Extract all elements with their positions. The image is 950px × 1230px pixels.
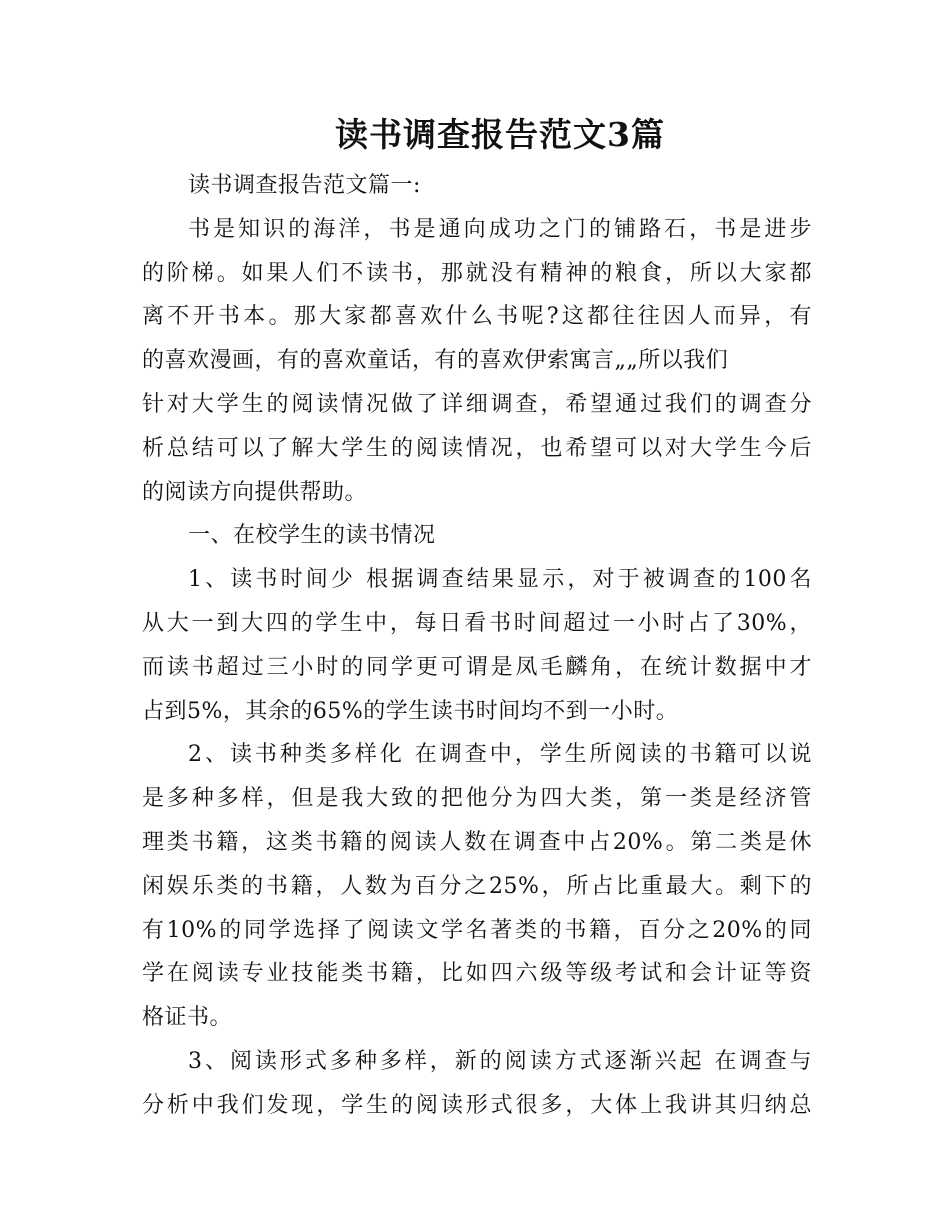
paragraph-line: 2、读书种类多样化 在调查中，学生所阅读的书籍可以说 <box>188 742 812 768</box>
paragraph-line: 格证书。 <box>142 1005 233 1031</box>
paragraph-line: 书是知识的海洋，书是通向成功之门的铺路石，书是进步 <box>188 216 812 242</box>
paragraph-line: 而读书超过三小时的同学更可谓是凤毛麟角，在统计数据中才 <box>142 654 812 680</box>
paragraph-line: 从大一到大四的学生中，每日看书时间超过一小时占了30%， <box>142 610 812 636</box>
paragraph-line: 针对大学生的阅读情况做了详细调查，希望通过我们的调查分 <box>142 391 812 417</box>
document-body <box>142 164 812 1128</box>
paragraph-line: 离不开书本。那大家都喜欢什么书呢?这都往往因人而异，有 <box>142 304 812 330</box>
paragraph-line: 学在阅读专业技能类书籍，比如四六级等级考试和会计证等资 <box>142 961 812 987</box>
paragraph-line: 的阅读方向提供帮助。 <box>142 479 368 505</box>
paragraph-line: 是多种多样，但是我大致的把他分为四大类，第一类是经济管 <box>142 786 812 812</box>
paragraph-line: 闲娱乐类的书籍，人数为百分之25%，所占比重最大。剩下的 <box>142 873 812 899</box>
paragraph-line: 析总结可以了解大学生的阅读情况，也希望可以对大学生今后 <box>142 435 812 461</box>
document-title: 读书调查报告范文3篇 <box>335 115 665 154</box>
paragraph-line: 分析中我们发现，学生的阅读形式很多，大体上我讲其归纳总 <box>142 1092 812 1118</box>
paragraph-line: 理类书籍，这类书籍的阅读人数在调查中占20%。第二类是休 <box>142 829 812 855</box>
paragraph-line: 的阶梯。如果人们不读书，那就没有精神的粮食，所以大家都 <box>142 260 812 286</box>
paragraph-line: 的喜欢漫画，有的喜欢童话，有的喜欢伊索寓言„„所以我们 <box>142 348 729 374</box>
paragraph-line: 占到5%，其余的65%的学生读书时间均不到一小时。 <box>142 698 679 724</box>
paragraph-line: 3、阅读形式多种多样，新的阅读方式逐渐兴起 在调查与 <box>188 1048 812 1074</box>
paragraph-line: 1、读书时间少 根据调查结果显示，对于被调查的100名 <box>188 567 812 593</box>
section-heading: 一、在校学生的读书情况 <box>188 523 436 549</box>
section-heading: 读书调查报告范文篇一: <box>188 173 421 198</box>
paragraph-line: 有10%的同学选择了阅读文学名著类的书籍，百分之20%的同 <box>142 917 812 943</box>
